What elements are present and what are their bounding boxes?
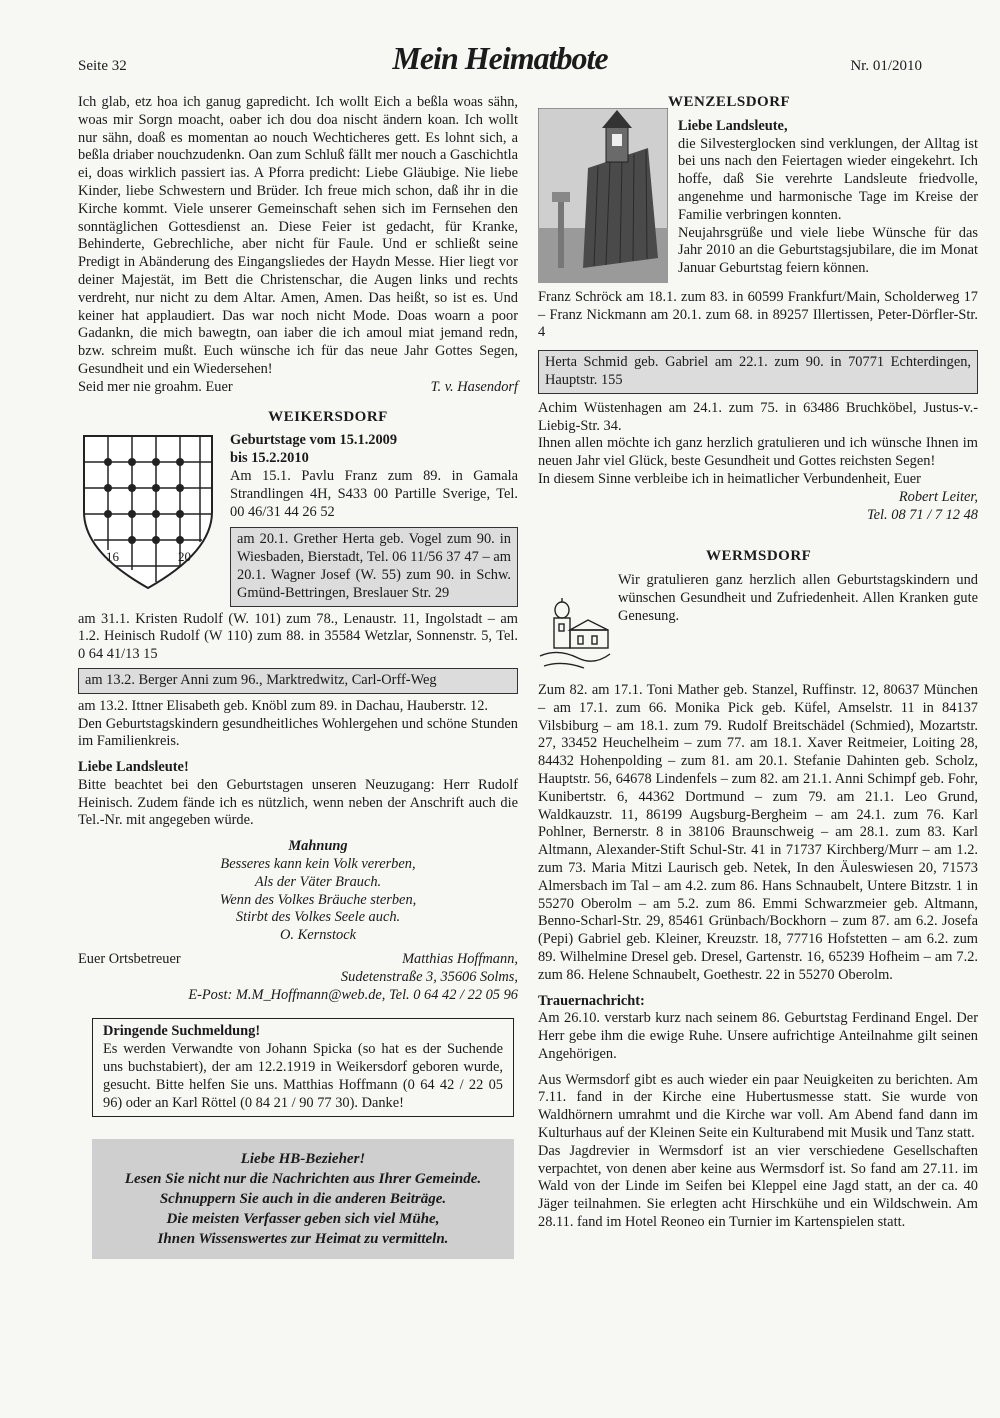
mourning-text: Am 26.10. verstarb kurz nach seinem 86. Geburtstag Ferdinand Engel. Der Herr gebe ihm die ewige Ruhe. Unsere aufrichtige Anteilnahme gilt seinen Angehörigen. — [538, 1010, 978, 1062]
wermsdorf-top — [538, 572, 978, 682]
mourning-heading: Trauernachricht: — [538, 992, 645, 1009]
signature-address: Sudetenstraße 3, 35606 Solms, — [340, 968, 518, 985]
crest-year-right: 20 — [178, 549, 191, 565]
weikersdorf-birthdays — [230, 432, 518, 606]
wenzelsdorf-top — [538, 94, 978, 289]
poem-line: Als der Väter Brauch. — [254, 873, 382, 890]
search-notice-title: Dringende Suchmeldung! — [103, 1023, 261, 1040]
birthday-highlight-box: am 20.1. Grether Herta geb. Vogel zum 90. in Wiesbaden, Bierstadt, Tel. 06 11/56 37 47 – am 20.1. Wagner Josef (W. 55) zum 90. in Schw. Gmünd-Bettringen, Breslauer Str. 29 — [230, 527, 518, 606]
search-notice-box — [92, 1018, 514, 1117]
closing-text: Seid mer nie groahm. Euer — [78, 378, 233, 395]
page-number: Seite 32 — [78, 58, 127, 74]
poem-line: Wenn des Volkes Bräuche sterben, — [219, 891, 417, 908]
birthday-entry: Franz Schröck am 18.1. zum 83. in 60599 Frankfurt/Main, Scholderweg 17 – Franz Nickmann am 20.1. zum 68. in 89257 Illertissen, Peter-Dörfler-Str. 4 — [538, 288, 978, 341]
poem — [78, 838, 518, 945]
signature-row — [78, 951, 518, 969]
left-column — [78, 94, 518, 1259]
dialect-text: Ich glab, etz hoa ich ganug gapredicht. Ich wollt Eich a beßla woas sähn, woas mir Sorgn moacht, oaber ich dou doa nischt ändern koan. Ich wollt nur sähn, doaß es momentan ao nouch Wechticheres gett. Es lohnt sich, a beßla driaber nouchzudenkn. Oan zum Schluß fällt mer nouch a Gaschichtla ei, doas wirklich passiert ias. A Pforra predicht: Liebe Gläubige. Nie liebe Kinder, liebe Schwestern und Brüder. Ich freue mich schon, daß ihr in die Kirche kommt. Viele unserer Gemeinschaft sehen sich im Fernsehen den sonntäglichen Gottesdienst an. Diese Feier ist gedacht, für Kranke, Behinderte, Gebrechliche, aber nicht für Faule. Und er schließt seine Predigt in Abänderung des Eingangsliedes der Haydn Messe. Hier liegt vor deiner Majestät, im Bett die Christenschar, die Augen links und rechts verdreht, nur nicht zu dem Altar. Amen, Amen. Das heißt, so ist es. Und keiner hat applaudiert. Das war noch nicht Mode. Doas woarn a poor Gadankn, die mich bawegtn, oan iaber die ich amoul miat jemand redn, bzw. schreim mußt. Euch wünsche ich für das neue Jahr Gottes Segen, Gesundheit und ein Wiedersehen! — [78, 94, 518, 377]
wenzelsdorf-text: die Silvesterglocken sind verklungen, der Alltag ist bei uns nach den Feiertagen wieder eingekehrt. Ich hoffe, daß Sie verehrte Landsleute friedvolle, angenehme und harmonische Tage im Kreise der Familie verbringen konnten. — [678, 135, 978, 223]
hb-line: Liebe HB-Bezieher! — [240, 1151, 366, 1168]
news-text: Das Jagdrevier in Wermsdorf ist an vier verschiedene Gesellschaften verpachtet, von denen aber keine aus Wermsdorf ist. So fand am 27.11. im Wald von der Linde im Seifen bei Kleppel eine Jagd statt, an der ca. 40 Jäger teilnahmen. Sie erlegten acht Hirschkühe und ein Wildschwein. Am 28.11. fand im Hotel Reoneo ein Turnier im Kartenspielen statt. — [538, 1142, 978, 1231]
issue-number: Nr. 01/2010 — [850, 58, 922, 74]
birthday-wish: Den Geburtstagskindern gesundheitliches Wohlergehen und schöne Stunden im Familienkreis. — [78, 715, 518, 750]
wermsdorf-intro: Wir gratulieren ganz herzlich allen Geburtstagskindern und wünschen Gesundheit und Zufriedenheit. Allen Kranken gute Genesung. — [618, 572, 978, 624]
poem-line: Besseres kann kein Volk vererben, — [220, 856, 416, 873]
poem-author: O. Kernstock — [280, 927, 356, 944]
hb-line: Lesen Sie nicht nur die Nachrichten aus Ihrer Gemeinde. — [124, 1171, 482, 1188]
greeting-heading: Liebe Landsleute! — [78, 759, 189, 776]
signature-name: Matthias Hoffmann, — [402, 951, 518, 968]
birthday-range-1: Geburtstage vom 15.1.2009 — [230, 432, 398, 449]
author-signature: T. v. Hasendorf — [430, 378, 518, 395]
wenzelsdorf-heading: WENZELSDORF — [668, 94, 791, 110]
hb-reader-box — [92, 1139, 514, 1259]
birthday-entry: Am 15.1. Pavlu Franz zum 89. in Gamala Strandlingen 4H, S433 00 Partille Sverige, Tel. 00 46/31 44 26 52 — [230, 467, 518, 520]
birthday-highlight-box: Herta Schmid geb. Gabriel am 22.1. zum 90. in 70771 Echterdingen, Hauptstr. 155 — [538, 350, 978, 394]
signature-label: Euer Ortsbetreuer — [78, 951, 181, 968]
hb-line: Ihnen Wissenswertes zur Heimat zu vermitteln. — [157, 1231, 449, 1248]
church-sketch-icon — [538, 596, 612, 676]
hb-line: Schnuppern Sie auch in die anderen Beiträge. — [159, 1191, 447, 1208]
closing-row — [78, 379, 518, 397]
weikersdorf-top — [78, 432, 518, 606]
wenzelsdorf-text: Ihnen allen möchte ich ganz herzlich gratulieren und ich wünsche Ihnen im neuen Jahr viel Glück, beste Gesundheit und Gottes reichsten Segen! — [538, 435, 978, 470]
search-notice-text: Es werden Verwandte von Johann Spicka (so hat es der Suchende uns buchstabiert), der am 12.2.1919 in Weikersdorf geboren wurde, gesucht. Bitte helfen Sie uns. Matthias Hoffmann (0 64 42 / 22 05 96) oder an Karl Röttel (0 84 21 / 90 77 30). Danke! — [103, 1041, 503, 1111]
hb-line: Die meisten Verfasser geben sich viel Mühe, — [166, 1211, 440, 1228]
wermsdorf-birthdays: Zum 82. am 17.1. Toni Mather geb. Stanzel, Ruffinstr. 12, 80637 München – am 17.1. zum 66. Monika Pick geb. Küfel, Amselstr. 11 in 84137 Vilsbiburg – am 18.1. zum 79. Rudolf Breitschädel (Schmied), Mozartstr. 27, 33452 Heuchelheim – zum 77. am 18.1. Xaver Reitmeier, Loiting 28, 84432 Hohenpolding – zum 81. am 20.1. Stefanie Dahinten geb. Scholz, Hauptstr. 56, 64678 Lindenfels – zum 82. am 21.1. Anni Schimpf geb. Fohr, Kunibertstr. 6, 44362 Dortmund – zum 79. am 21.1. Leo Grund, Waldkauzstr. 11, 86199 Augsburg-Bergheim – am 24.1. zum 76. Karl Pohlner, Bernerstr. 8 in 38106 Braunschweig – am 28.1. zum 83. Karl Altmann, Alexander-Stift Schul-Str. 41 in 71737 Kirchberg/Murr – am 1.2. zum 73. Maria Mitzi Laurisch geb. Netek, In den Äuleswiesen 20, 71573 Almersbach im Tal – am 4.2. zum 86. Hans Schnaubelt, Untere Bitzstr. 1 in 55270 Oberolm – am 5.2. zum 86. Emmi Schwarzmeier geb. Altmann, Benno-Scharl-Str. 29, 85461 Grünbach/Bockhorn – zum 87. am 6.2. Josefa (Pepi) Gabriel geb. Kleiner, Kreuzstr. 18, 77716 Hofstetten – am 6.2. zum 89. Wilhelmine Dresel geb. Dresel, Gartenstr. 16, 65239 Hofheim – am 7.2. zum 86. Helene Schnaubelt, Goethestr. 22 in 55270 Oberolm. — [538, 681, 978, 983]
news-text: Aus Wermsdorf gibt es auch wieder ein paar Neuigkeiten zu berichten. Am 7.11. fand in der Kirche eine Hubertusmesse statt. Sie wurde von Waldhörnern umrahmt und die Kirche war voll. Am Abend fand dann im Kulturhaus auf der Kleinen Seite ein Kulturabend mit Musik und Tanz statt. — [538, 1071, 978, 1142]
birthday-range-2: bis 15.2.2010 — [230, 450, 309, 467]
birthday-entry: am 31.1. Kristen Rudolf (W. 101) zum 78., Lenaustr. 11, Ingolstadt – am 1.2. Heinisch Rudolf (W 110) zum 88. in 35584 Wetzlar, Sonnenstr. 5, Tel. 0 64 41/13 15 — [78, 610, 518, 663]
signature-contact: E-Post: M.M_Hoffmann@web.de, Tel. 0 64 42 / 22 05 96 — [188, 986, 518, 1003]
wenzelsdorf-text: Neujahrsgrüße und viele liebe Wünsche für das Jahr 2010 an die Geburtstagsjubilare, die im Monat Januar Geburtstag feiern können. — [678, 224, 978, 277]
birthday-highlight-box: am 13.2. Berger Anni zum 96., Marktredwitz, Carl-Orff-Weg — [78, 668, 518, 694]
weikersdorf-heading: WEIKERSDORF — [268, 408, 388, 425]
wenzelsdorf-text: In diesem Sinne verbleibe ich in heimatlicher Verbundenheit, Euer — [538, 470, 921, 487]
greeting-text: Bitte beachtet bei den Geburtstagen unseren Neuzugang: Herr Rudolf Heinisch. Zudem fände ich es nützlich, wenn neben der Anschrift auch die Tel.-Nr. mit angegeben würde. — [78, 776, 518, 829]
chapel-photo — [538, 94, 678, 289]
wooden-chapel-photo-icon — [538, 108, 668, 283]
signature-contact: Tel. 08 71 / 7 12 48 — [866, 506, 978, 523]
birthday-entry: Achim Wüstenhagen am 24.1. zum 75. in 63486 Bruchköbel, Justus-v.-Liebig-Str. 34. — [538, 399, 978, 434]
poem-line: Stirbt des Volkes Seele auch. — [235, 909, 401, 926]
signature-name: Robert Leiter, — [898, 488, 978, 505]
crest-year-left: 16 — [106, 549, 119, 565]
crest — [78, 432, 230, 606]
church-sketch — [538, 572, 618, 682]
right-column — [538, 94, 978, 1232]
birthday-entry: am 13.2. Ittner Elisabeth geb. Knöbl zum 89. in Dachau, Hauberstr. 12. — [78, 697, 489, 714]
wenzelsdorf-greeting: Liebe Landsleute, — [678, 117, 788, 134]
poem-title: Mahnung — [288, 838, 348, 855]
weikersdorf-crest-icon — [78, 432, 218, 592]
wermsdorf-heading: WERMSDORF — [706, 548, 812, 565]
masthead: Mein Heimatbote — [392, 40, 608, 76]
wenzelsdorf-intro — [668, 94, 978, 289]
